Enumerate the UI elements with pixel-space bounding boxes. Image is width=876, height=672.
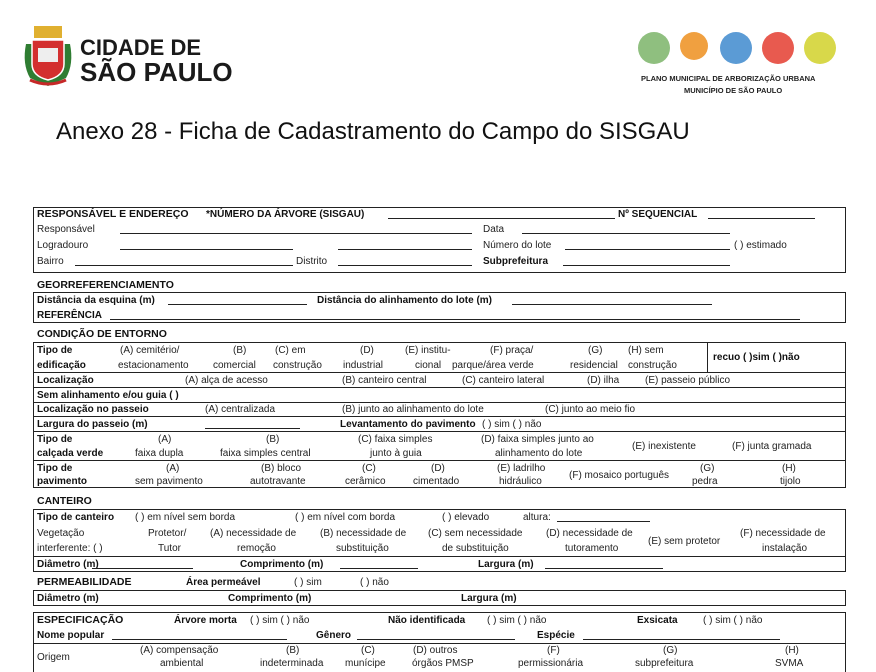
loc-option-c[interactable]: (C) canteiro lateral: [462, 375, 545, 386]
dist-alinhamento-field[interactable]: [512, 304, 712, 305]
distrito-field[interactable]: [338, 265, 472, 266]
calcada-option-d-2[interactable]: alinhamento do lote: [495, 448, 583, 459]
recuo-options[interactable]: recuo ( )sim ( )não: [713, 352, 800, 363]
calcada-option-c[interactable]: (C) faixa simples: [358, 434, 433, 445]
protetor-option-a[interactable]: (A) necessidade de: [210, 528, 297, 539]
plan-title: PLANO MUNICIPAL DE ARBORIZAÇÃO URBANA: [641, 74, 816, 83]
protetor-option-c[interactable]: (C) sem necessidade: [428, 528, 523, 539]
pav-option-b-2[interactable]: autotravante: [250, 476, 306, 487]
edif-option-e-2[interactable]: cional: [415, 360, 442, 371]
altura-field[interactable]: [557, 521, 650, 522]
arborization-plan-logos-icon: [636, 30, 841, 70]
loc-passeio-label: Localização no passeio: [37, 404, 149, 415]
origem-option-d-2[interactable]: órgãos PMSP: [412, 658, 474, 669]
area-permeavel-nao[interactable]: ( ) não: [360, 577, 389, 588]
origem-option-g-2[interactable]: subprefeitura: [635, 658, 694, 669]
edif-option-c[interactable]: (C) em: [275, 345, 306, 356]
responsavel-heading: RESPONSÁVEL E ENDEREÇO: [37, 208, 189, 220]
protetor-option-a-2[interactable]: remoção: [237, 543, 276, 554]
origem-option-a[interactable]: (A) compensação: [140, 645, 219, 656]
bairro-field[interactable]: [75, 265, 293, 266]
passeio-option-a[interactable]: (A) centralizada: [205, 404, 276, 415]
logradouro-number-field[interactable]: [338, 249, 472, 250]
altura-label: altura:: [523, 512, 551, 523]
origem-option-h[interactable]: (H): [785, 645, 799, 656]
pav-option-b[interactable]: (B) bloco: [261, 463, 302, 474]
canteiro-option-2[interactable]: ( ) em nível com borda: [295, 512, 396, 523]
area-permeavel-sim[interactable]: ( ) sim: [294, 577, 322, 588]
passeio-option-b[interactable]: (B) junto ao alinhamento do lote: [342, 404, 484, 415]
sao-paulo-coat-of-arms-icon: [20, 24, 76, 88]
loc-option-a[interactable]: (A) alça de acesso: [185, 375, 268, 386]
data-field[interactable]: [522, 233, 730, 234]
dist-esquina-field[interactable]: [168, 304, 307, 305]
protetor-label: Protetor/: [148, 528, 187, 539]
localizacao-label: Localização: [37, 375, 94, 386]
especificacao-heading: ESPECIFICAÇÃO: [37, 614, 124, 626]
sem-alinhamento-checkbox[interactable]: Sem alinhamento e/ou guia ( ): [37, 390, 179, 401]
subprefeitura-field[interactable]: [563, 265, 730, 266]
origem-option-d[interactable]: (D) outros: [413, 645, 458, 656]
page-title: Anexo 28 - Ficha de Cadastramento do Campo do SISGAU: [56, 118, 690, 145]
pav-option-h-2[interactable]: tijolo: [780, 476, 801, 487]
genero-label: Gênero: [316, 630, 352, 641]
edif-option-a-2[interactable]: estacionamento: [118, 360, 189, 371]
edif-option-h-2[interactable]: construção: [628, 360, 677, 371]
logradouro-field[interactable]: [120, 249, 293, 250]
edif-option-g-2[interactable]: residencial: [570, 360, 618, 371]
plan-subtitle: MUNICÍPIO DE SÃO PAULO: [684, 86, 783, 95]
nome-popular-field[interactable]: [112, 639, 287, 640]
passeio-option-c[interactable]: (C) junto ao meio fio: [545, 404, 636, 415]
origem-option-b-2[interactable]: indeterminada: [260, 658, 324, 669]
protetor-label-2: Tutor: [158, 543, 181, 554]
pav-option-e-2[interactable]: hidráulico: [499, 476, 542, 487]
edif-option-b-2[interactable]: comercial: [213, 360, 256, 371]
calcada-option-b[interactable]: (B): [266, 434, 280, 445]
perm-diametro-label: Diâmetro (m): [37, 593, 99, 604]
origem-option-b[interactable]: (B): [286, 645, 300, 656]
protetor-option-c-2[interactable]: de substituição: [442, 543, 509, 554]
edif-option-d[interactable]: (D): [360, 345, 374, 356]
protetor-option-b-2[interactable]: substituição: [336, 543, 389, 554]
pav-option-e[interactable]: (E) ladrilho: [497, 463, 546, 474]
levantamento-options[interactable]: ( ) sim ( ) não: [482, 419, 542, 430]
city-logo-line1: CIDADE DE: [80, 35, 202, 60]
origem-option-a-2[interactable]: ambiental: [160, 658, 204, 669]
canteiro-heading: CANTEIRO: [37, 495, 92, 507]
dist-esquina-label: Distância da esquina (m): [37, 295, 155, 306]
canteiro-option-3[interactable]: ( ) elevado: [442, 512, 490, 523]
numero-lote-label: Número do lote: [483, 240, 552, 251]
origem-option-g[interactable]: (G): [663, 645, 678, 656]
canteiro-comprimento-label: Comprimento (m): [240, 559, 324, 570]
edificacao-label: Tipo de: [37, 345, 73, 356]
largura-passeio-field[interactable]: [205, 428, 300, 429]
origem-label: Origem: [37, 652, 70, 663]
nao-identificada-options[interactable]: ( ) sim ( ) não: [487, 615, 547, 626]
referencia-field[interactable]: [110, 319, 800, 320]
sequencial-label: Nº SEQUENCIAL: [618, 209, 698, 220]
vegetacao-interferente-checkbox[interactable]: interferente: ( ): [37, 543, 103, 554]
responsavel-label: Responsável: [37, 224, 95, 235]
edif-option-e[interactable]: (E) institu-: [405, 345, 451, 356]
edif-option-c-2[interactable]: construção: [273, 360, 322, 371]
edif-option-g[interactable]: (G): [588, 345, 603, 356]
estimado-checkbox[interactable]: ( ) estimado: [734, 240, 787, 251]
origem-option-f[interactable]: (F): [547, 645, 560, 656]
loc-option-b[interactable]: (B) canteiro central: [342, 375, 427, 386]
distrito-label: Distrito: [296, 256, 328, 267]
permeabilidade-section: [33, 590, 846, 606]
loc-option-e[interactable]: (E) passeio público: [645, 375, 731, 386]
perm-largura-label: Largura (m): [461, 593, 517, 604]
calcada-label-2: calçada verde: [37, 448, 104, 459]
canteiro-diametro-label: Diâmetro (m): [37, 559, 99, 570]
arvore-morta-options[interactable]: ( ) sim ( ) não: [250, 615, 310, 626]
protetor-option-b[interactable]: (B) necessidade de: [320, 528, 407, 539]
pav-option-a[interactable]: (A): [166, 463, 180, 474]
pav-option-c-2[interactable]: cerâmico: [345, 476, 386, 487]
dist-alinhamento-label: Distância do alinhamento do lote (m): [317, 295, 493, 306]
exsicata-label: Exsicata: [637, 615, 678, 626]
origem-option-c-2[interactable]: munícipe: [345, 658, 386, 669]
origem-option-f-2[interactable]: permissionária: [518, 658, 584, 669]
pavimento-label-2: pavimento: [37, 476, 88, 487]
calcada-option-e[interactable]: (E) inexistente: [632, 441, 696, 452]
pav-option-g-2[interactable]: pedra: [692, 476, 718, 487]
geo-heading: GEORREFERENCIAMENTO: [37, 279, 174, 291]
calcada-label: Tipo de: [37, 434, 73, 445]
pav-option-g[interactable]: (G): [700, 463, 715, 474]
data-label: Data: [483, 224, 505, 235]
canteiro-diametro-field[interactable]: [92, 568, 193, 569]
largura-passeio-label: Largura do passeio (m): [37, 419, 148, 430]
canteiro-comprimento-field[interactable]: [340, 568, 418, 569]
canteiro-largura-label: Largura (m): [478, 559, 534, 570]
pav-option-d[interactable]: (D): [431, 463, 445, 474]
edificacao-label-2: edificação: [37, 360, 86, 371]
responsavel-field[interactable]: [120, 233, 472, 234]
canteiro-largura-field[interactable]: [545, 568, 663, 569]
logradouro-label: Logradouro: [37, 240, 89, 251]
area-permeavel-label: Área permeável: [186, 577, 261, 588]
canteiro-option-1[interactable]: ( ) em nível sem borda: [135, 512, 236, 523]
edif-option-b[interactable]: (B): [233, 345, 247, 356]
origem-option-h-2[interactable]: SVMA: [775, 658, 804, 669]
sequencial-field[interactable]: [708, 218, 815, 219]
calcada-option-d[interactable]: (D) faixa simples junto ao: [481, 434, 594, 445]
edif-option-f[interactable]: (F) praça/: [490, 345, 534, 356]
arvore-number-label: *NÚMERO DA ÁRVORE (SISGAU): [206, 209, 365, 220]
arvore-number-field[interactable]: [388, 218, 615, 219]
pav-option-c[interactable]: (C): [362, 463, 376, 474]
pav-option-a-2[interactable]: sem pavimento: [135, 476, 203, 487]
referencia-label: REFERÊNCIA: [37, 310, 103, 321]
protetor-option-f[interactable]: (F) necessidade de: [740, 528, 826, 539]
genero-field[interactable]: [357, 639, 515, 640]
city-logo-text: [80, 35, 233, 87]
nao-identificada-label: Não identificada: [388, 615, 466, 626]
city-logo-line2: SÃO PAULO: [80, 57, 233, 87]
protetor-option-d-2[interactable]: tutoramento: [565, 543, 619, 554]
nome-popular-label: Nome popular: [37, 630, 105, 641]
edif-option-a[interactable]: (A) cemitério/: [120, 345, 180, 356]
pav-option-d-2[interactable]: cimentado: [413, 476, 460, 487]
levantamento-label: Levantamento do pavimento: [340, 419, 476, 430]
bairro-label: Bairro: [37, 256, 64, 267]
pavimento-label: Tipo de: [37, 463, 73, 474]
perm-comprimento-label: Comprimento (m): [228, 593, 312, 604]
calcada-option-a-2[interactable]: faixa dupla: [135, 448, 184, 459]
exsicata-options[interactable]: ( ) sim ( ) não: [703, 615, 763, 626]
calcada-option-c-2[interactable]: junto à guia: [370, 448, 422, 459]
protetor-option-d[interactable]: (D) necessidade de: [546, 528, 633, 539]
arvore-morta-label: Árvore morta: [174, 615, 237, 626]
permeabilidade-heading: PERMEABILIDADE: [37, 576, 132, 588]
especie-field[interactable]: [583, 639, 780, 640]
numero-lote-field[interactable]: [565, 249, 730, 250]
edif-option-d-2[interactable]: industrial: [343, 360, 384, 371]
calcada-option-f[interactable]: (F) junta gramada: [732, 441, 812, 452]
protetor-option-f-2[interactable]: instalação: [762, 543, 808, 554]
vegetacao-label: Vegetação: [37, 528, 85, 539]
pav-option-f[interactable]: (F) mosaico português: [569, 470, 670, 481]
calcada-option-b-2[interactable]: faixa simples central: [220, 448, 311, 459]
origem-option-c[interactable]: (C): [361, 645, 375, 656]
subprefeitura-label: Subprefeitura: [483, 256, 549, 267]
especie-label: Espécie: [537, 630, 575, 641]
entorno-heading: CONDIÇÃO DE ENTORNO: [37, 328, 167, 340]
pav-option-h[interactable]: (H): [782, 463, 796, 474]
edif-option-h[interactable]: (H) sem: [628, 345, 664, 356]
loc-option-d[interactable]: (D) ilha: [587, 375, 620, 386]
tipo-canteiro-label: Tipo de canteiro: [37, 512, 115, 523]
edif-option-f-2[interactable]: parque/área verde: [452, 360, 534, 371]
protetor-option-e[interactable]: (E) sem protetor: [648, 536, 721, 547]
calcada-option-a[interactable]: (A): [158, 434, 172, 445]
